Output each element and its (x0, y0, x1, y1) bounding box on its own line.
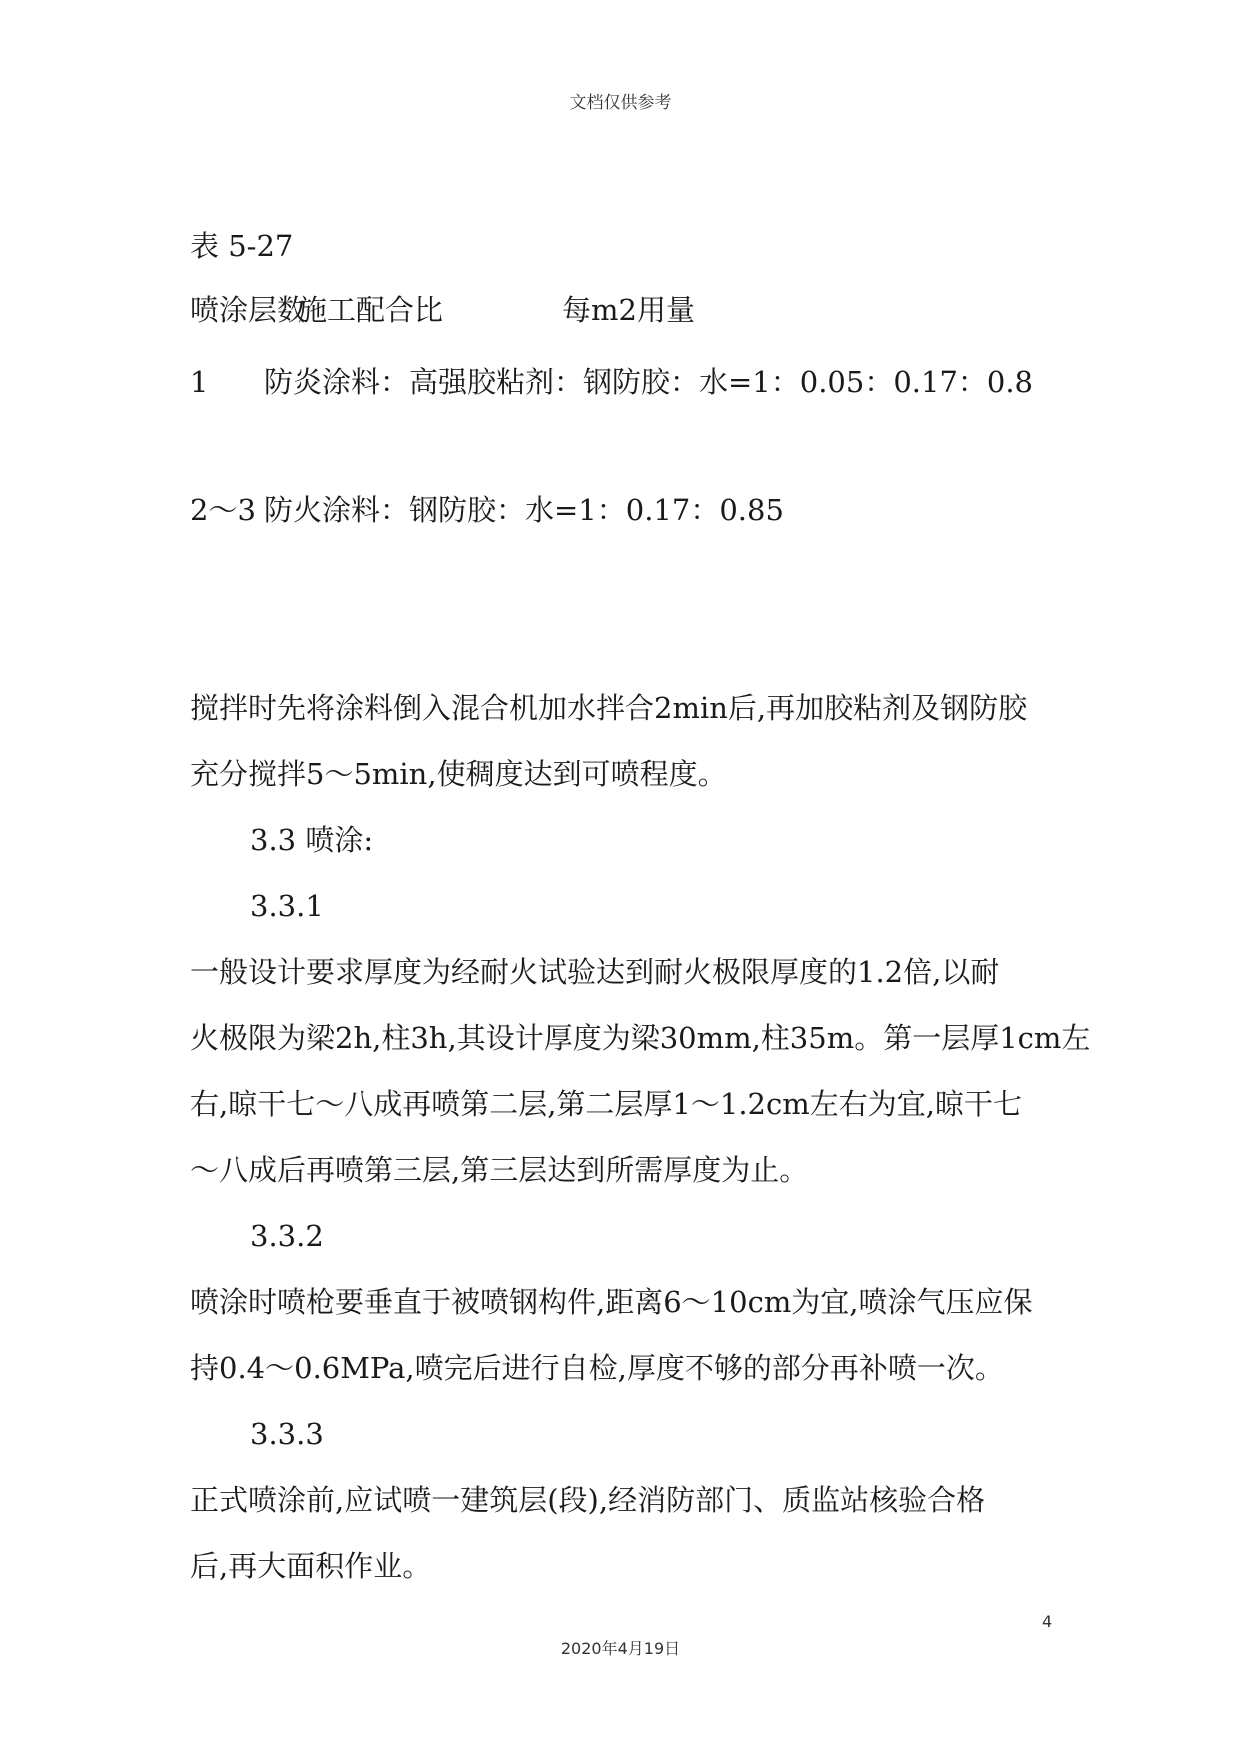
section-heading: 3.3.3 (250, 1417, 324, 1451)
table-header-usage: 每m2用量 (562, 293, 695, 327)
table-caption: 表 5-27 (190, 229, 294, 263)
table-cell-ratio: 防炎涂料：高强胶粘剂：钢防胶：水=1：0.05：0.17：0.8 (264, 365, 1034, 399)
section-heading: 3.3.2 (250, 1219, 324, 1253)
paragraph-line: 持0.4～0.6MPa,喷完后进行自检,厚度不够的部分再补喷一次。 (190, 1351, 1004, 1385)
paragraph-line: 喷涂时喷枪要垂直于被喷钢构件,距离6～10cm为宜,喷涂气压应保 (190, 1285, 1033, 1319)
table-cell-layer: 2～3 (190, 493, 256, 527)
paragraph-line: 一般设计要求厚度为经耐火试验达到耐火极限厚度的1.2倍,以耐 (190, 955, 1000, 989)
table-cell-layer: 1 (190, 365, 209, 399)
paragraph-line: 右,晾干七～八成再喷第二层,第二层厚1～1.2cm左右为宜,晾干七 (190, 1087, 1022, 1121)
table-header-row (190, 292, 695, 328)
page-number: 4 (1042, 1612, 1053, 1631)
table-cell-ratio: 防火涂料：钢防胶：水=1：0.17：0.85 (264, 493, 784, 527)
paragraph-line: 正式喷涂前,应试喷一建筑层(段),经消防部门、质监站核验合格 (190, 1483, 986, 1517)
page-footer-date: 2020年4月19日 (560, 1639, 681, 1658)
table-row (190, 364, 1034, 400)
section-heading: 3.3 喷涂: (250, 823, 374, 857)
table-header-layers: 喷涂层数 (190, 293, 307, 327)
page-header: 文档仅供参考 (569, 93, 672, 113)
paragraph-line: 充分搅拌5～5min,使稠度达到可喷程度。 (190, 757, 727, 791)
paragraph-line: 火极限为梁2h,柱3h,其设计厚度为梁30mm,柱35m。第一层厚1cm左 (190, 1021, 1091, 1055)
paragraph-line: 后,再大面积作业。 (190, 1549, 432, 1583)
paragraph-line: ～八成后再喷第三层,第三层达到所需厚度为止。 (190, 1153, 809, 1187)
paragraph-line: 搅拌时先将涂料倒入混合机加水拌合2min后,再加胶粘剂及钢防胶 (190, 691, 1028, 725)
table-header-ratio: 施工配合比 (298, 293, 444, 327)
table-row (190, 492, 784, 528)
section-heading: 3.3.1 (250, 889, 324, 923)
